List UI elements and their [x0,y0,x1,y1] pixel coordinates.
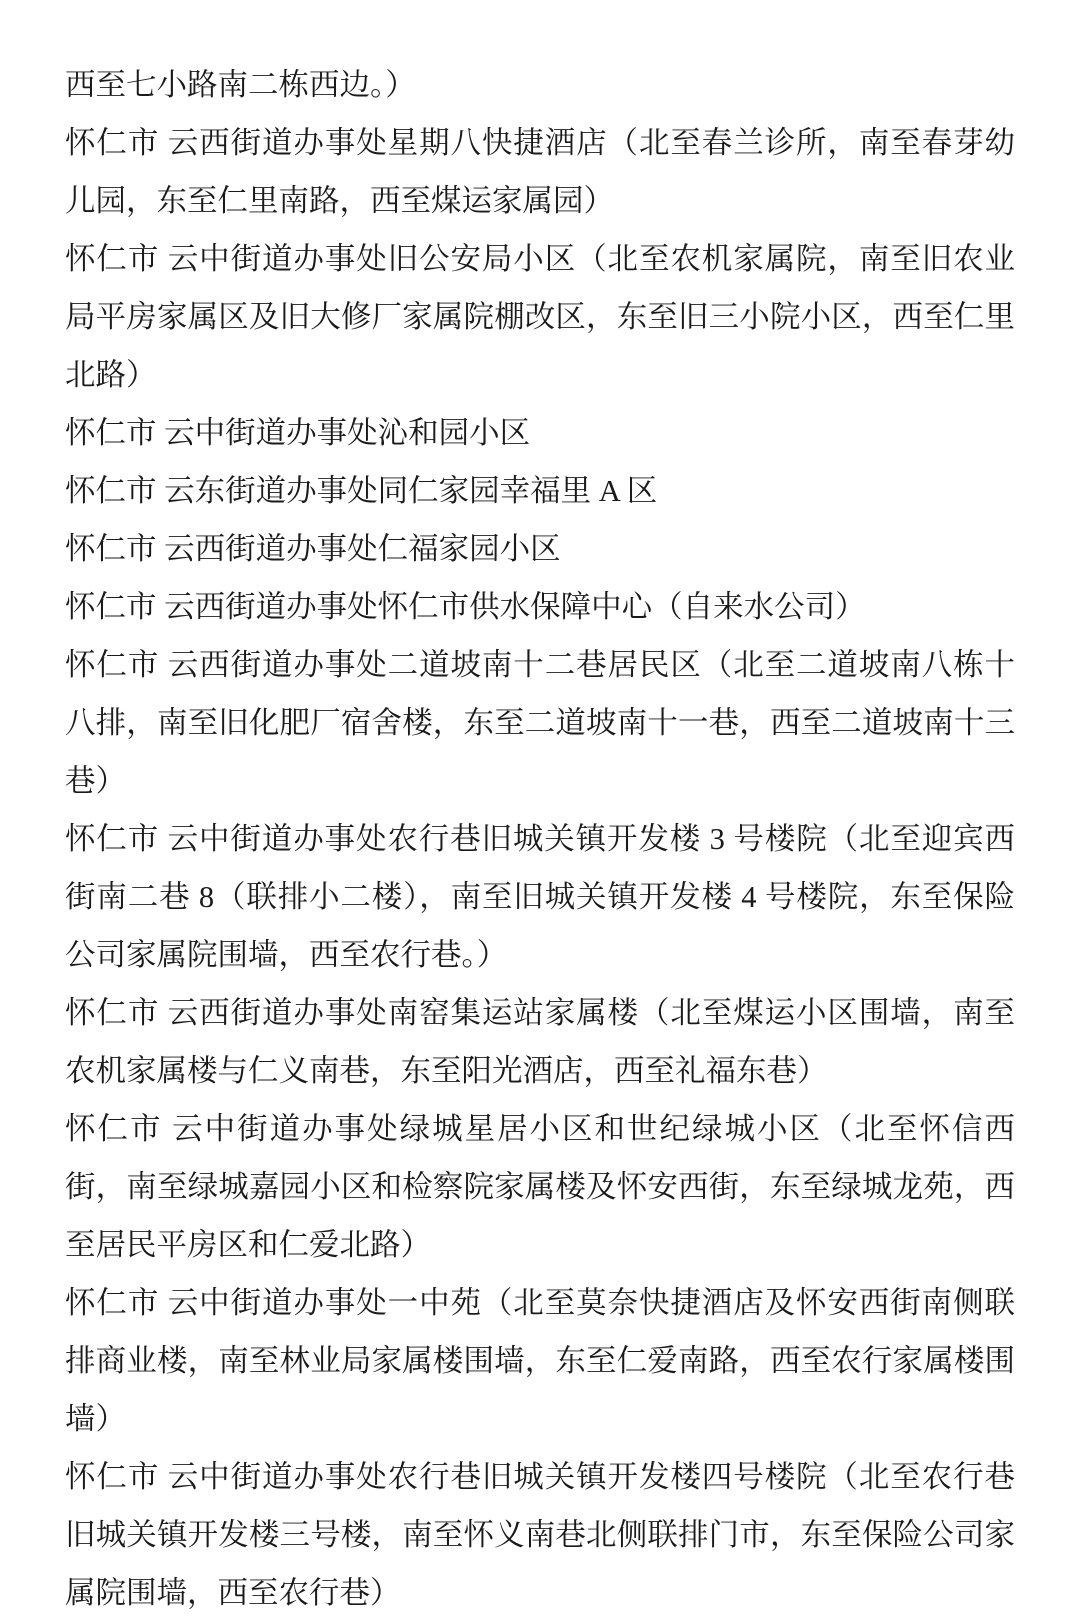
paragraph-entry-renfujiayuan: 怀仁市 云西街道办事处仁福家园小区 [65,532,561,566]
paragraph-entry-nanyao-jiyunzhan: 怀仁市 云西街道办事处南窑集运站家属楼（北至煤运小区围墙，南至农机家属楼与仁义南巷，东至阳光酒店，西至礼福东巷） [65,996,1015,1088]
paragraph-entry-lvcheng-xingju: 怀仁市 云中街道办事处绿城星居小区和世纪绿城小区（北至怀信西街，南至绿城嘉园小区和检察院家属楼及怀安西街，东至绿城龙苑，西至居民平房区和仁爱北路） [65,1112,1015,1262]
paragraph-entry-yizhongyuan: 怀仁市 云中街道办事处一中苑（北至莫奈快捷酒店及怀安西街南侧联排商业楼，南至林业局家属楼围墙，东至仁爱南路，西至农行家属楼围墙） [65,1286,1015,1436]
paragraph-entry-water-supply-center: 怀仁市 云西街道办事处怀仁市供水保障中心（自来水公司） [65,590,866,624]
paragraph-entry-erdaopo-south-12: 怀仁市 云西街道办事处二道坡南十二巷居民区（北至二道坡南八栋十八排，南至旧化肥厂宿舍楼，东至二道坡南十一巷，西至二道坡南十三巷） [65,648,1015,798]
paragraph-entry-xingqiba-hotel: 怀仁市 云西街道办事处星期八快捷酒店（北至春兰诊所，南至春芽幼儿园，东至仁里南路，西至煤运家属园） [65,126,1015,218]
paragraph-entry-nonghangxiang-building-4: 怀仁市 云中街道办事处农行巷旧城关镇开发楼四号楼院（北至农行巷旧城关镇开发楼三号楼，南至怀义南巷北侧联排门市，东至保险公司家属院围墙，西至农行巷） [65,1460,1015,1610]
paragraph-entry-nonghangxiang-building-3: 怀仁市 云中街道办事处农行巷旧城关镇开发楼 3 号楼院（北至迎宾西街南二巷 8（联排小二楼），南至旧城关镇开发楼 4 号楼院，东至保险公司家属院围墙，西至农行巷。） [65,822,1015,972]
document-text-body [65,56,1015,1622]
paragraph-entry-qinheyuan: 怀仁市 云中街道办事处沁和园小区 [65,416,531,450]
paragraph-entry-tongrenjiayuan-xingfuli-a: 怀仁市 云东街道办事处同仁家园幸福里 A 区 [65,474,658,508]
paragraph-entry-old-public-security: 怀仁市 云中街道办事处旧公安局小区（北至农机家属院，南至旧农业局平房家属区及旧大修厂家属院棚改区，东至旧三小院小区，西至仁里北路） [65,242,1015,392]
paragraph-continuation: 西至七小路南二栋西边。） [65,68,416,102]
